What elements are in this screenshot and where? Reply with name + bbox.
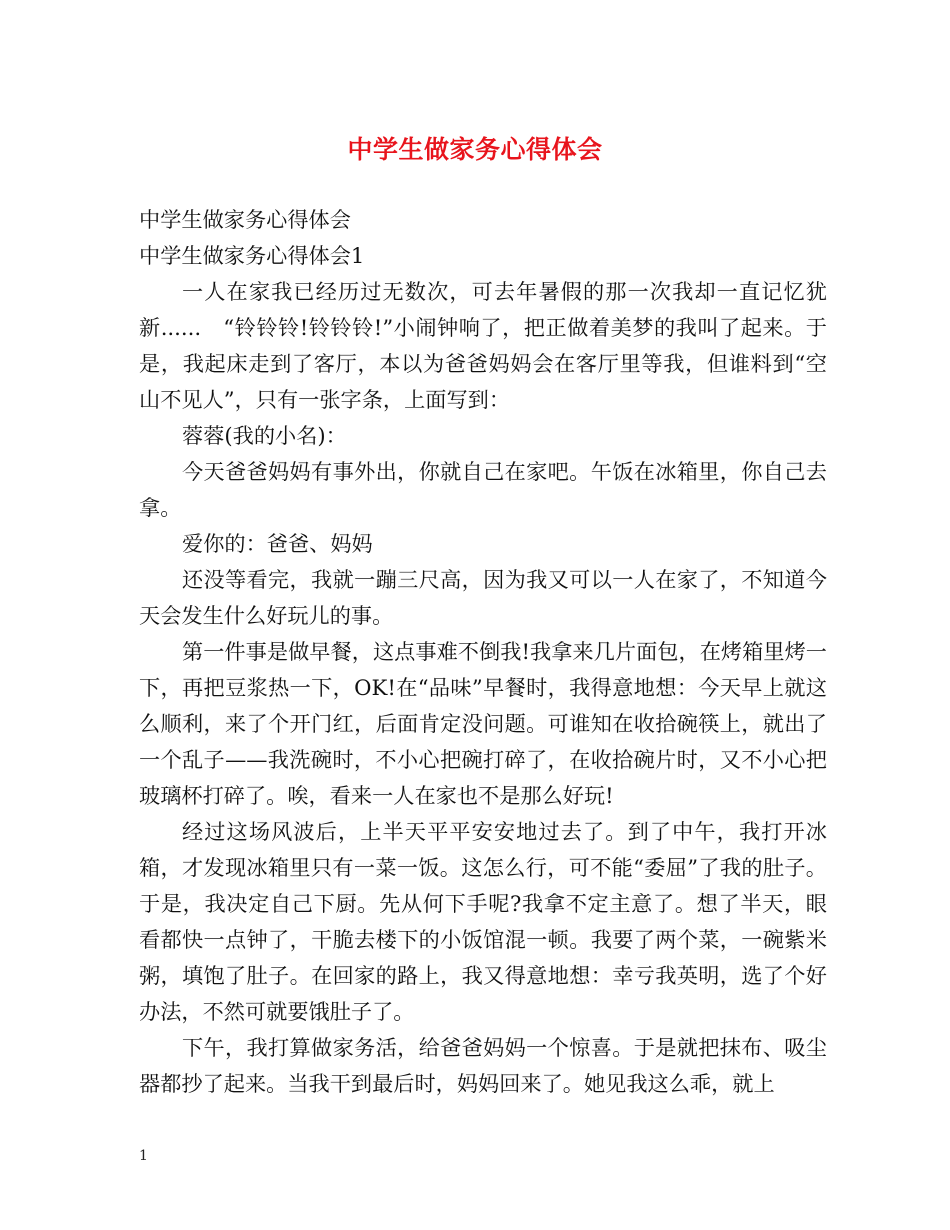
page-number: 1 (139, 1148, 148, 1164)
paragraph-section-heading: 中学生做家务心得体会1 (139, 243, 365, 268)
paragraph: 还没等看完，我就一蹦三尺高，因为我又可以一人在家了，不知道今天会发生什么好玩儿的事。 (139, 567, 827, 628)
paragraph: 第一件事是做早餐，这点事难不倒我!我拿来几片面包，在烤箱里烤一下，再把豆浆热一下，OK!在“品味”早餐时，我得意地想：今天早上就这么顺利，来了个开门红，后面肯定没问题。可谁知在收拾碗筷上，就出了一个乱子——我洗碗时，不小心把碗打碎了，在收拾碗片时，又不小心把玻璃杯打碎了。唉，看来一人在家也不是那么好玩! (139, 639, 827, 808)
paragraph: 爱你的：爸爸、妈妈 (182, 531, 373, 556)
paragraph: 一人在家我已经历过无数次，可去年暑假的那一次我却一直记忆犹新...... “铃铃铃!铃铃铃!”小闹钟响了，把正做着美梦的我叫了起来。于是，我起床走到了客厅，本以为爸爸妈妈会在客厅里等我，但谁料到“空山不见人”，只有一张字条，上面写到： (139, 279, 827, 412)
paragraph: 蓉蓉(我的小名)： (182, 423, 347, 448)
paragraph: 经过这场风波后，上半天平平安安地过去了。到了中午，我打开冰箱，才发现冰箱里只有一菜一饭。这怎么行，可不能“委屈”了我的肚子。于是，我决定自己下厨。先从何下手呢?我拿不定主意了。想了半天，眼看都快一点钟了，干脆去楼下的小饭馆混一顿。我要了两个菜，一碗紫米粥，填饱了肚子。在回家的路上，我又得意地想：幸亏我英明，选了个好办法，不然可就要饿肚子了。 (139, 819, 827, 1024)
paragraph: 下午，我打算做家务活，给爸爸妈妈一个惊喜。于是就把抹布、吸尘器都抄了起来。当我干到最后时，妈妈回来了。她见我这么乖，就上 (139, 1035, 827, 1096)
paragraph: 今天爸爸妈妈有事外出，你就自己在家吧。午饭在冰箱里，你自己去拿。 (139, 459, 827, 520)
paragraph-subtitle: 中学生做家务心得体会 (139, 207, 351, 232)
document-title: 中学生做家务心得体会 (347, 135, 603, 164)
document-body (139, 202, 827, 1102)
